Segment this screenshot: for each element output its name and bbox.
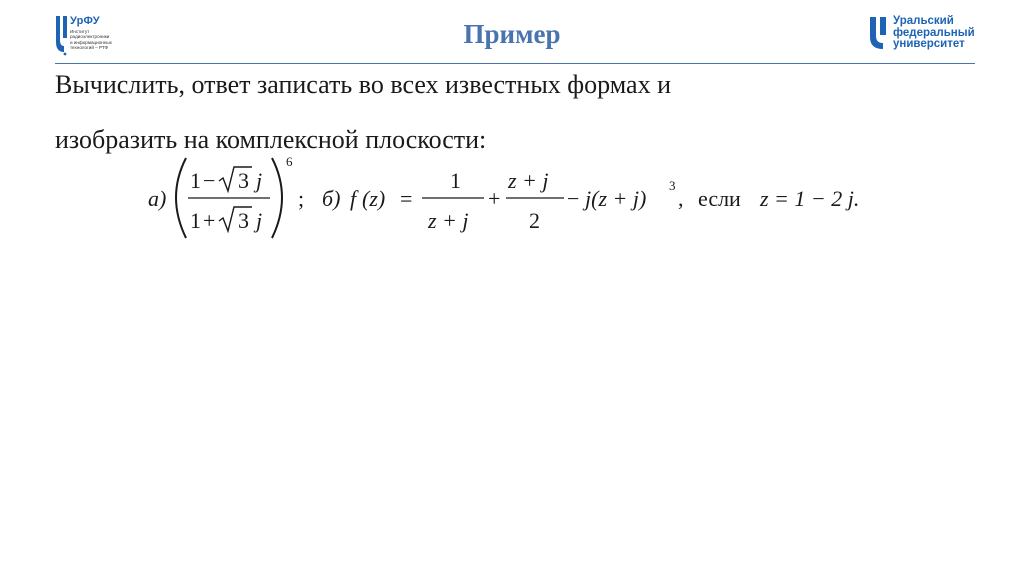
- term3: j(z + j): [585, 186, 647, 211]
- a-den-one: 1: [190, 208, 201, 233]
- header-divider: [55, 63, 975, 64]
- if-word: если: [698, 186, 741, 211]
- a-num-var: j: [256, 168, 263, 193]
- urfu-emblem-icon: [868, 16, 890, 50]
- a-num-one: 1: [190, 168, 201, 193]
- a-num-radicand: 3: [238, 168, 249, 193]
- left-paren: [176, 158, 186, 238]
- separator: ;: [298, 186, 305, 211]
- page-title: Пример: [463, 19, 561, 49]
- university-name-line-1: Уральский: [893, 15, 954, 27]
- university-name-line-3: университет: [893, 38, 965, 50]
- task-text-line-2: изобразить на комплексной плоскости:: [55, 125, 487, 154]
- comma: ,: [678, 186, 684, 211]
- frac1-denominator: z + j: [428, 208, 469, 233]
- f-name: f: [350, 186, 357, 211]
- institute-line-3: и информационных: [70, 39, 112, 45]
- a-den-radicand: 3: [238, 208, 249, 233]
- task-text-line-1: Вычислить, ответ записать во всех известных формах и: [55, 70, 671, 99]
- frac2-denominator: 2: [529, 208, 540, 233]
- part-b-label: б): [322, 186, 341, 211]
- a-num-op: −: [203, 168, 216, 193]
- frac1-numerator: 1: [450, 168, 461, 193]
- institute-line-4: технологий – РТФ: [70, 45, 108, 51]
- institute-line-2: радиоэлектроники: [70, 34, 110, 40]
- right-paren: [272, 158, 282, 238]
- frac2-numerator: z + j: [508, 168, 549, 193]
- f-arg: (z): [362, 186, 386, 211]
- condition: z = 1 − 2 j.: [760, 186, 860, 211]
- plus-sign: +: [488, 186, 501, 211]
- university-name: [893, 16, 975, 51]
- minus-sign: −: [567, 186, 580, 211]
- institute-line-1: Институт: [70, 29, 90, 34]
- part-a-label: а): [148, 186, 167, 211]
- equals-sign: =: [400, 186, 413, 211]
- a-power: 6: [286, 154, 293, 169]
- urfu-brand: УрФУ: [70, 15, 100, 27]
- formula: [0, 150, 1024, 250]
- term3-power: 3: [669, 178, 676, 193]
- a-den-var: j: [256, 208, 263, 233]
- university-name-line-2: федеральный: [893, 26, 975, 39]
- a-den-op: +: [203, 208, 216, 233]
- university-logo: [868, 14, 988, 54]
